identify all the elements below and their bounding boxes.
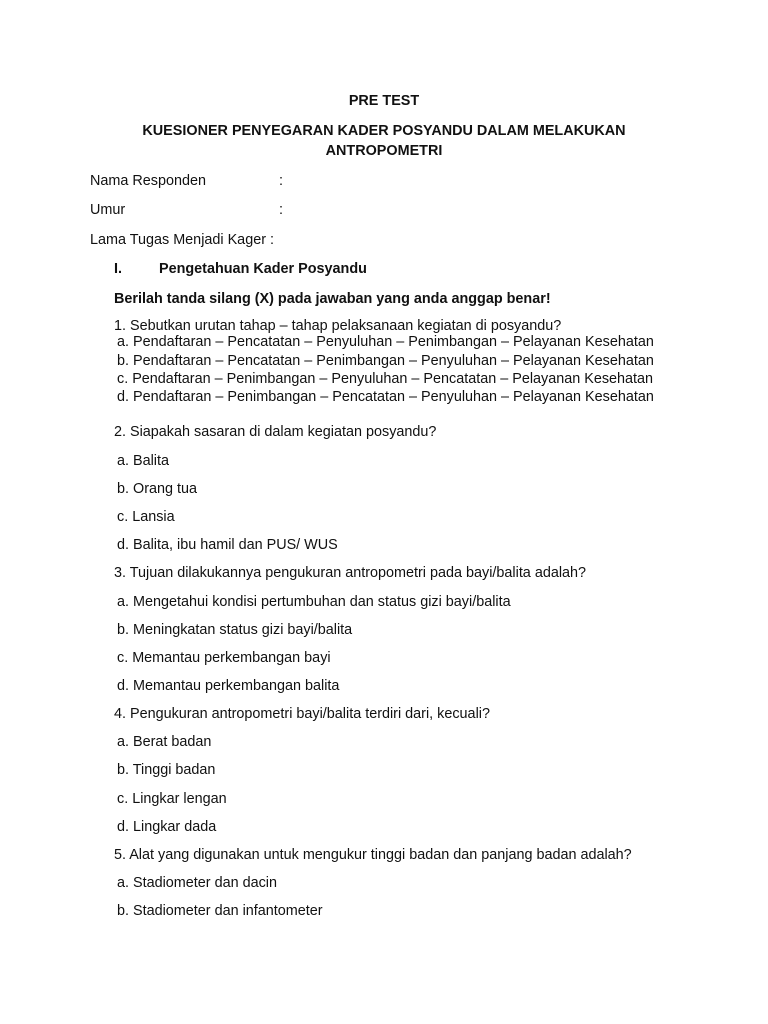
questionnaire-title-line1: KUESIONER PENYEGARAN KADER POSYANDU DALAM MELAKUKAN	[142, 123, 626, 139]
question-4-option-b: b. Tinggi badan	[117, 762, 216, 778]
field-sep-name: :	[279, 173, 283, 189]
question-2-option-d: d. Balita, ibu hamil dan PUS/ WUS	[117, 537, 338, 553]
question-2: 2. Siapakah sasaran di dalam kegiatan posyandu?	[114, 424, 437, 440]
page-title: PRE TEST	[348, 93, 420, 109]
section-title: Pengetahuan Kader Posyandu	[159, 261, 367, 277]
field-label-age: Umur	[90, 202, 126, 218]
question-2-option-a: a. Balita	[117, 453, 169, 469]
question-1-option-a: a. Pendaftaran – Pencatatan – Penyuluhan – Penimbangan – Pelayanan Kesehatan	[117, 334, 654, 350]
question-3-option-c: c. Memantau perkembangan bayi	[117, 650, 331, 666]
question-2-option-b: b. Orang tua	[117, 481, 197, 497]
question-4-option-d: d. Lingkar dada	[117, 819, 217, 835]
field-label-duty-length: Lama Tugas Menjadi Kager :	[90, 232, 274, 248]
question-1-option-c: c. Pendaftaran – Penimbangan – Penyuluhan – Pencatatan – Pelayanan Kesehatan	[117, 371, 654, 387]
question-4-option-a: a. Berat badan	[117, 734, 212, 750]
question-4: 4. Pengukuran antropometri bayi/balita terdiri dari, kecuali?	[114, 706, 490, 722]
question-1-option-d: d. Pendaftaran – Penimbangan – Pencatatan – Penyuluhan – Pelayanan Kesehatan	[117, 389, 654, 405]
questionnaire-title-line2: ANTROPOMETRI	[325, 143, 443, 159]
field-label-name: Nama Responden	[90, 173, 206, 189]
question-4-option-c: c. Lingkar lengan	[117, 791, 227, 807]
field-sep-age: :	[279, 202, 283, 218]
question-3-option-a: a. Mengetahui kondisi pertumbuhan dan status gizi bayi/balita	[117, 594, 511, 610]
question-5-option-a: a. Stadiometer dan dacin	[117, 875, 277, 891]
question-1: 1. Sebutkan urutan tahap – tahap pelaksanaan kegiatan di posyandu?	[114, 318, 562, 334]
section-number: I.	[114, 261, 122, 277]
instruction-text: Berilah tanda silang (X) pada jawaban yang anda anggap benar!	[114, 291, 551, 307]
question-5: 5. Alat yang digunakan untuk mengukur tinggi badan dan panjang badan adalah?	[114, 847, 632, 863]
question-1-option-b: b. Pendaftaran – Pencatatan – Penimbangan – Penyuluhan – Pelayanan Kesehatan	[117, 353, 654, 369]
question-2-option-c: c. Lansia	[117, 509, 175, 525]
question-5-option-b: b. Stadiometer dan infantometer	[117, 903, 323, 919]
question-3-option-b: b. Meningkatan status gizi bayi/balita	[117, 622, 353, 638]
question-3: 3. Tujuan dilakukannya pengukuran antropometri pada bayi/balita adalah?	[114, 565, 587, 581]
question-3-option-d: d. Memantau perkembangan balita	[117, 678, 340, 694]
